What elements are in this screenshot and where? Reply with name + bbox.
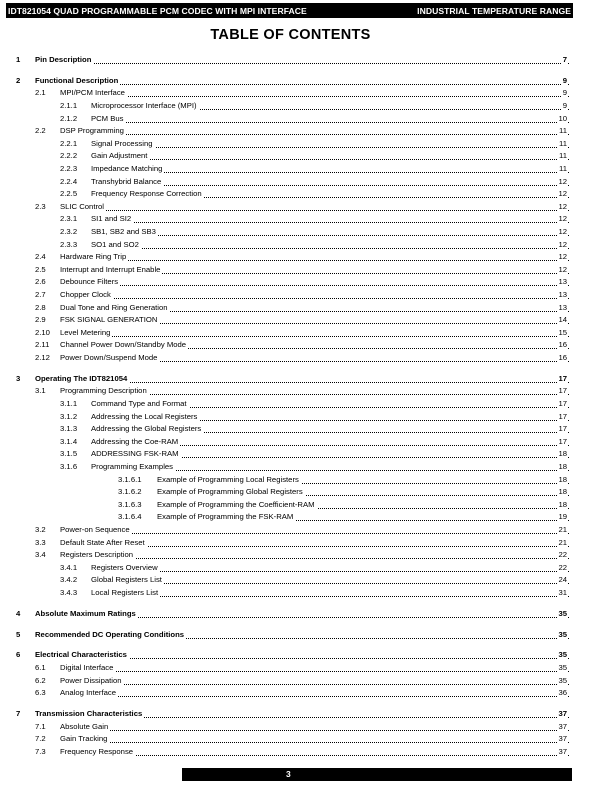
- toc-entry-label: Example of Programming Global Registers: [157, 487, 303, 497]
- toc-entry[interactable]: [0, 264, 589, 276]
- toc-entry-page: 21: [558, 525, 567, 534]
- dot-leader: [60, 730, 569, 731]
- toc-entry-number: 2.7: [35, 290, 46, 299]
- toc-entry[interactable]: [0, 423, 589, 435]
- toc-entry-number: 2.2: [35, 126, 46, 136]
- toc-entry-page: 12: [558, 227, 567, 236]
- toc-entry[interactable]: [0, 75, 589, 87]
- toc-entry[interactable]: [0, 113, 589, 125]
- toc-entry[interactable]: [0, 352, 589, 364]
- toc-entry[interactable]: [0, 226, 589, 238]
- toc-entry-label: Local Registers List: [91, 588, 159, 597]
- toc-entry[interactable]: [0, 511, 589, 523]
- toc-entry-number: 2.9: [35, 315, 46, 325]
- toc-entry-label: SLIC Control: [60, 201, 105, 211]
- toc-entry-label: Chopper Clock: [60, 290, 111, 299]
- toc-entry-number: 2.3.3: [60, 239, 78, 249]
- toc-entry-number: 2: [16, 75, 21, 85]
- toc-entry-label: DSP Programming: [60, 126, 124, 136]
- toc-entry-label: Transmission Characteristics: [35, 709, 143, 718]
- toc-entry-label: SO1 and SO2: [91, 239, 139, 249]
- toc-entry-number: 3.1.6.4: [118, 512, 142, 522]
- toc-entry-page: 9: [562, 75, 567, 85]
- dot-leader: [60, 558, 569, 559]
- toc-entry-number: 3.1.4: [60, 436, 78, 446]
- toc-entry-label: Registers Overview: [91, 562, 158, 572]
- toc-entry-page: 11: [559, 164, 567, 173]
- toc-entry-number: 2.5: [35, 264, 46, 274]
- dot-leader: [60, 336, 569, 337]
- toc-entry-page: 11: [559, 126, 567, 136]
- toc-entry-number: 7.3: [35, 746, 46, 756]
- toc-entry-page: 31: [558, 588, 567, 597]
- toc-entry-number: 2.3: [35, 201, 46, 211]
- toc-entry[interactable]: [0, 436, 589, 448]
- toc-entry-number: 2.2.4: [60, 176, 78, 186]
- toc-entry[interactable]: [0, 125, 589, 137]
- toc-entry-label: Example of Programming the FSK-RAM: [157, 512, 294, 522]
- toc-entry-page: 17: [558, 411, 567, 421]
- toc-entry[interactable]: [0, 239, 589, 251]
- toc-entry[interactable]: [0, 314, 589, 326]
- toc-entry-label: Global Registers List: [91, 575, 162, 585]
- toc-entry-number: 4: [16, 608, 21, 618]
- toc-entry-page: 9: [562, 88, 567, 98]
- toc-entry-page: 17: [558, 436, 567, 446]
- dot-leader: [60, 96, 569, 97]
- toc-entry-label: Programming Examples: [91, 462, 174, 471]
- toc-entry-number: 3.1.1: [60, 399, 78, 408]
- toc-entry-label: Gain Adjustment: [91, 151, 148, 161]
- toc-entry-label: Gain Tracking: [60, 734, 108, 744]
- dot-leader: [91, 159, 569, 160]
- toc-entry-page: 12: [558, 176, 567, 186]
- toc-entry-number: 2.6: [35, 277, 46, 287]
- dot-leader: [91, 248, 569, 249]
- page-header: [6, 3, 573, 18]
- toc-entry-page: 35: [558, 675, 567, 685]
- toc-entry-label: Example of Programming the Coefficient-RAM: [157, 499, 315, 509]
- toc-entry-label: Programming Description: [60, 386, 147, 396]
- toc-entry[interactable]: [0, 201, 589, 213]
- toc-entry-number: 2.12: [35, 353, 50, 362]
- toc-entry-label: Addressing the Coe-RAM: [91, 436, 179, 446]
- toc-entry[interactable]: [0, 276, 589, 288]
- toc-entry[interactable]: [0, 486, 589, 498]
- toc-entry-page: 14: [558, 315, 567, 325]
- toc-entry-number: 3.1.6.3: [118, 499, 142, 509]
- toc-entry-page: 13: [558, 277, 567, 287]
- toc-entry[interactable]: [0, 188, 589, 200]
- toc-entry-page: 35: [558, 629, 567, 639]
- dot-leader: [60, 260, 569, 261]
- toc-entry-page: 12: [558, 189, 567, 199]
- toc-entry-number: 3.4.1: [60, 562, 78, 572]
- toc-entry-page: 18: [558, 487, 567, 497]
- toc-entry-page: 35: [558, 663, 567, 672]
- toc-entry-page: 35: [558, 608, 567, 618]
- toc-entry-number: 3.4: [35, 550, 46, 560]
- toc-entry[interactable]: [0, 675, 589, 687]
- header-temperature-range: INDUSTRIAL TEMPERATURE RANGE: [417, 5, 571, 16]
- toc-entry-page: 17: [558, 424, 567, 434]
- toc-entry[interactable]: [0, 398, 589, 410]
- toc-entry[interactable]: [0, 138, 589, 150]
- toc-entry-number: 2.3.1: [60, 214, 78, 224]
- toc-entry[interactable]: [0, 448, 589, 460]
- toc-entry[interactable]: [0, 662, 589, 674]
- toc-entry[interactable]: [0, 385, 589, 397]
- toc-entry-number: 3.3: [35, 537, 46, 547]
- toc-entry[interactable]: [0, 549, 589, 561]
- toc-entry[interactable]: [0, 474, 589, 486]
- toc-entry-page: 11: [559, 151, 567, 161]
- toc-entry[interactable]: [0, 721, 589, 733]
- toc-entry[interactable]: [0, 733, 589, 745]
- toc-entry[interactable]: [0, 87, 589, 99]
- dot-leader: [91, 571, 569, 572]
- toc-entry-label: MPI/PCM Interface: [60, 88, 125, 98]
- toc-entry-page: 37: [558, 709, 567, 718]
- toc-entry-label: Frequency Response Correction: [91, 189, 202, 199]
- toc-entry[interactable]: [0, 289, 589, 301]
- toc-entry-label: SB1, SB2 and SB3: [91, 227, 156, 236]
- toc-entry-number: 6: [16, 650, 21, 660]
- toc-entry-page: 18: [558, 462, 567, 471]
- dot-leader: [60, 684, 569, 685]
- toc-entry-number: 2.11: [35, 340, 50, 350]
- toc-entry[interactable]: [0, 213, 589, 225]
- page-title: TABLE OF CONTENTS: [210, 27, 371, 43]
- toc-entry[interactable]: [0, 54, 589, 66]
- page-footer: [182, 768, 572, 781]
- toc-entry[interactable]: [0, 411, 589, 423]
- toc-entry[interactable]: [0, 537, 589, 549]
- dot-leader: [60, 134, 569, 135]
- toc-entry-label: Dual Tone and Ring Generation: [60, 302, 168, 312]
- toc-entry-label: Power-on Sequence: [60, 525, 130, 534]
- toc-entry-label: Frequency Response: [60, 746, 134, 756]
- dot-leader: [60, 671, 569, 672]
- toc-entry-number: 3.1.2: [60, 411, 78, 421]
- dot-leader: [60, 533, 569, 534]
- toc-entry[interactable]: [0, 608, 589, 620]
- toc-entry-label: Absolute Maximum Ratings: [35, 608, 136, 618]
- toc-entry-label: Addressing the Global Registers: [91, 424, 202, 434]
- toc-entry-page: 18: [558, 499, 567, 509]
- toc-entry-label: Interrupt and Interrupt Enable: [60, 264, 161, 274]
- toc-entry-label: Recommended DC Operating Conditions: [35, 629, 185, 639]
- toc-entry-number: 2.1.2: [60, 113, 78, 123]
- toc-entry-label: Electrical Characteristics: [35, 650, 127, 660]
- toc-entry-number: 3.1.6.2: [118, 487, 142, 497]
- toc-entry-number: 2.2.5: [60, 189, 78, 199]
- toc-entry-page: 9: [562, 101, 567, 110]
- toc-entry[interactable]: [0, 302, 589, 314]
- toc-entry[interactable]: [0, 339, 589, 351]
- toc-entry-page: 21: [558, 537, 567, 547]
- toc-entry-page: 12: [558, 264, 567, 274]
- toc-entry-number: 2.3.2: [60, 227, 78, 236]
- toc-entry-label: Power Dissipation: [60, 675, 122, 685]
- toc-entry-page: 7: [562, 55, 567, 64]
- toc-entry[interactable]: [0, 746, 589, 758]
- toc-entry-number: 3.1.3: [60, 424, 78, 434]
- toc-entry-label: Microprocessor Interface (MPI): [91, 101, 197, 110]
- toc-entry[interactable]: [0, 163, 589, 175]
- toc-entry[interactable]: [0, 251, 589, 263]
- dot-leader: [35, 63, 569, 64]
- toc-entry-number: 2.2.1: [60, 138, 78, 148]
- toc-entry-label: Analog Interface: [60, 688, 116, 698]
- dot-leader: [91, 122, 569, 123]
- toc-entry-label: Impedance Matching: [91, 164, 163, 173]
- toc-entry-page: 13: [558, 290, 567, 299]
- toc-entry-number: 6.2: [35, 675, 46, 685]
- dot-leader: [60, 696, 569, 697]
- toc-entry-number: 7.1: [35, 721, 46, 731]
- toc-entry-label: Absolute Gain: [60, 721, 109, 731]
- toc-entry-page: 17: [558, 399, 567, 408]
- toc-entry-label: Signal Processing: [91, 138, 153, 148]
- dot-leader: [60, 210, 569, 211]
- toc-entry-label: FSK SIGNAL GENERATION: [60, 315, 158, 325]
- toc-entry-label: Command Type and Format: [91, 399, 187, 408]
- toc-entry-page: 11: [559, 138, 567, 148]
- toc-entry-label: Addressing the Local Registers: [91, 411, 198, 421]
- toc-entry-label: Channel Power Down/Standby Mode: [60, 340, 187, 350]
- toc-entry-page: 37: [558, 721, 567, 731]
- toc-entry-page: 37: [558, 746, 567, 756]
- dot-leader: [91, 596, 569, 597]
- toc-entry[interactable]: [0, 524, 589, 536]
- toc-entry-label: PCM Bus: [91, 113, 124, 123]
- toc-entry[interactable]: [0, 629, 589, 641]
- toc-entry-page: 24: [558, 575, 567, 585]
- toc-entry-label: Transhybrid Balance: [91, 176, 162, 186]
- toc-entry-number: 7.2: [35, 734, 46, 744]
- toc-entry[interactable]: [0, 708, 589, 720]
- toc-entry[interactable]: [0, 499, 589, 511]
- toc-entry-page: 18: [558, 449, 567, 459]
- toc-entry[interactable]: [0, 687, 589, 699]
- toc-entry-page: 12: [558, 201, 567, 211]
- toc-entry[interactable]: [0, 373, 589, 385]
- toc-entry-number: 1: [16, 55, 21, 64]
- toc-entry-number: 3.4.2: [60, 575, 78, 585]
- toc-entry-page: 19: [558, 512, 567, 522]
- toc-entry-label: Registers Description: [60, 550, 134, 560]
- dot-leader: [91, 147, 569, 148]
- toc-entry-label: Default State After Reset: [60, 537, 145, 547]
- toc-entry-page: 12: [558, 239, 567, 249]
- toc-entry-page: 12: [558, 252, 567, 262]
- toc-entry-label: Operating The IDT821054: [35, 373, 128, 383]
- toc-entry-label: Example of Programming Local Registers: [157, 474, 299, 484]
- toc-entry-label: Pin Description: [35, 55, 92, 64]
- toc-entry-number: 3.1.6: [60, 462, 78, 471]
- toc-entry-page: 10: [558, 113, 567, 123]
- toc-entry-page: 15: [558, 327, 567, 337]
- toc-entry-number: 6.3: [35, 688, 46, 698]
- page-number: 3: [286, 769, 291, 779]
- toc-entry-page: 18: [558, 474, 567, 484]
- dot-leader: [60, 298, 569, 299]
- toc-entry[interactable]: [0, 587, 589, 599]
- toc-entry-number: 2.1: [35, 88, 46, 98]
- toc-entry-number: 6.1: [35, 663, 46, 672]
- toc-entry-number: 3: [16, 373, 21, 383]
- dot-leader: [60, 742, 569, 743]
- toc-entry-page: 36: [558, 688, 567, 698]
- toc-entry[interactable]: [0, 150, 589, 162]
- toc-entry-number: 7: [16, 709, 21, 718]
- toc-entry-number: 2.8: [35, 302, 46, 312]
- toc-entry-page: 22: [558, 562, 567, 572]
- toc-entry[interactable]: [0, 461, 589, 473]
- toc-entry-page: 13: [558, 302, 567, 312]
- toc-entry-label: Level Metering: [60, 327, 111, 337]
- toc-entry-page: 17: [558, 386, 567, 396]
- toc-entry-number: 2.10: [35, 327, 50, 337]
- toc-entry-label: SI1 and SI2: [91, 214, 132, 224]
- toc-entry-page: 37: [558, 734, 567, 744]
- toc-entry-label: Functional Description: [35, 75, 119, 85]
- toc-entry-number: 2.4: [35, 252, 46, 262]
- toc-entry-number: 2.1.1: [60, 101, 78, 110]
- toc-entry[interactable]: [0, 574, 589, 586]
- header-document-title: IDT821054 QUAD PROGRAMMABLE PCM CODEC WITH MPI INTERFACE: [8, 5, 307, 16]
- toc-entry-page: 35: [558, 650, 567, 660]
- toc-entry-number: 2.2.2: [60, 151, 78, 161]
- toc-entry-label: Hardware Ring Trip: [60, 252, 127, 262]
- dot-leader: [60, 285, 569, 286]
- dot-leader: [91, 222, 569, 223]
- toc-entry-page: 16: [558, 340, 567, 350]
- toc-entry-label: Debounce Filters: [60, 277, 119, 287]
- toc-entry[interactable]: [0, 100, 589, 112]
- toc-entry-number: 3.1.5: [60, 449, 78, 459]
- toc-entry[interactable]: [0, 327, 589, 339]
- toc-entry-page: 16: [558, 353, 567, 362]
- toc-entry-page: 12: [558, 214, 567, 224]
- toc-entry-number: 2.2.3: [60, 164, 78, 173]
- toc-entry-number: 3.2: [35, 525, 46, 534]
- toc-entry-number: 5: [16, 629, 21, 639]
- toc-entry-label: Power Down/Suspend Mode: [60, 353, 158, 362]
- toc-entry-page: 17: [558, 373, 567, 383]
- toc-entry[interactable]: [0, 176, 589, 188]
- toc-entry-number: 3.1.6.1: [118, 474, 142, 484]
- toc-entry-number: 3.1: [35, 386, 46, 396]
- dot-leader: [60, 755, 569, 756]
- dot-leader: [91, 235, 569, 236]
- toc-entry-label: ADDRESSING FSK-RAM: [91, 449, 179, 459]
- toc-entry-page: 22: [558, 550, 567, 560]
- toc-entry-number: 3.4.3: [60, 588, 78, 597]
- toc-entry[interactable]: [0, 649, 589, 661]
- toc-entry[interactable]: [0, 562, 589, 574]
- toc-entry-label: Digital Interface: [60, 663, 114, 672]
